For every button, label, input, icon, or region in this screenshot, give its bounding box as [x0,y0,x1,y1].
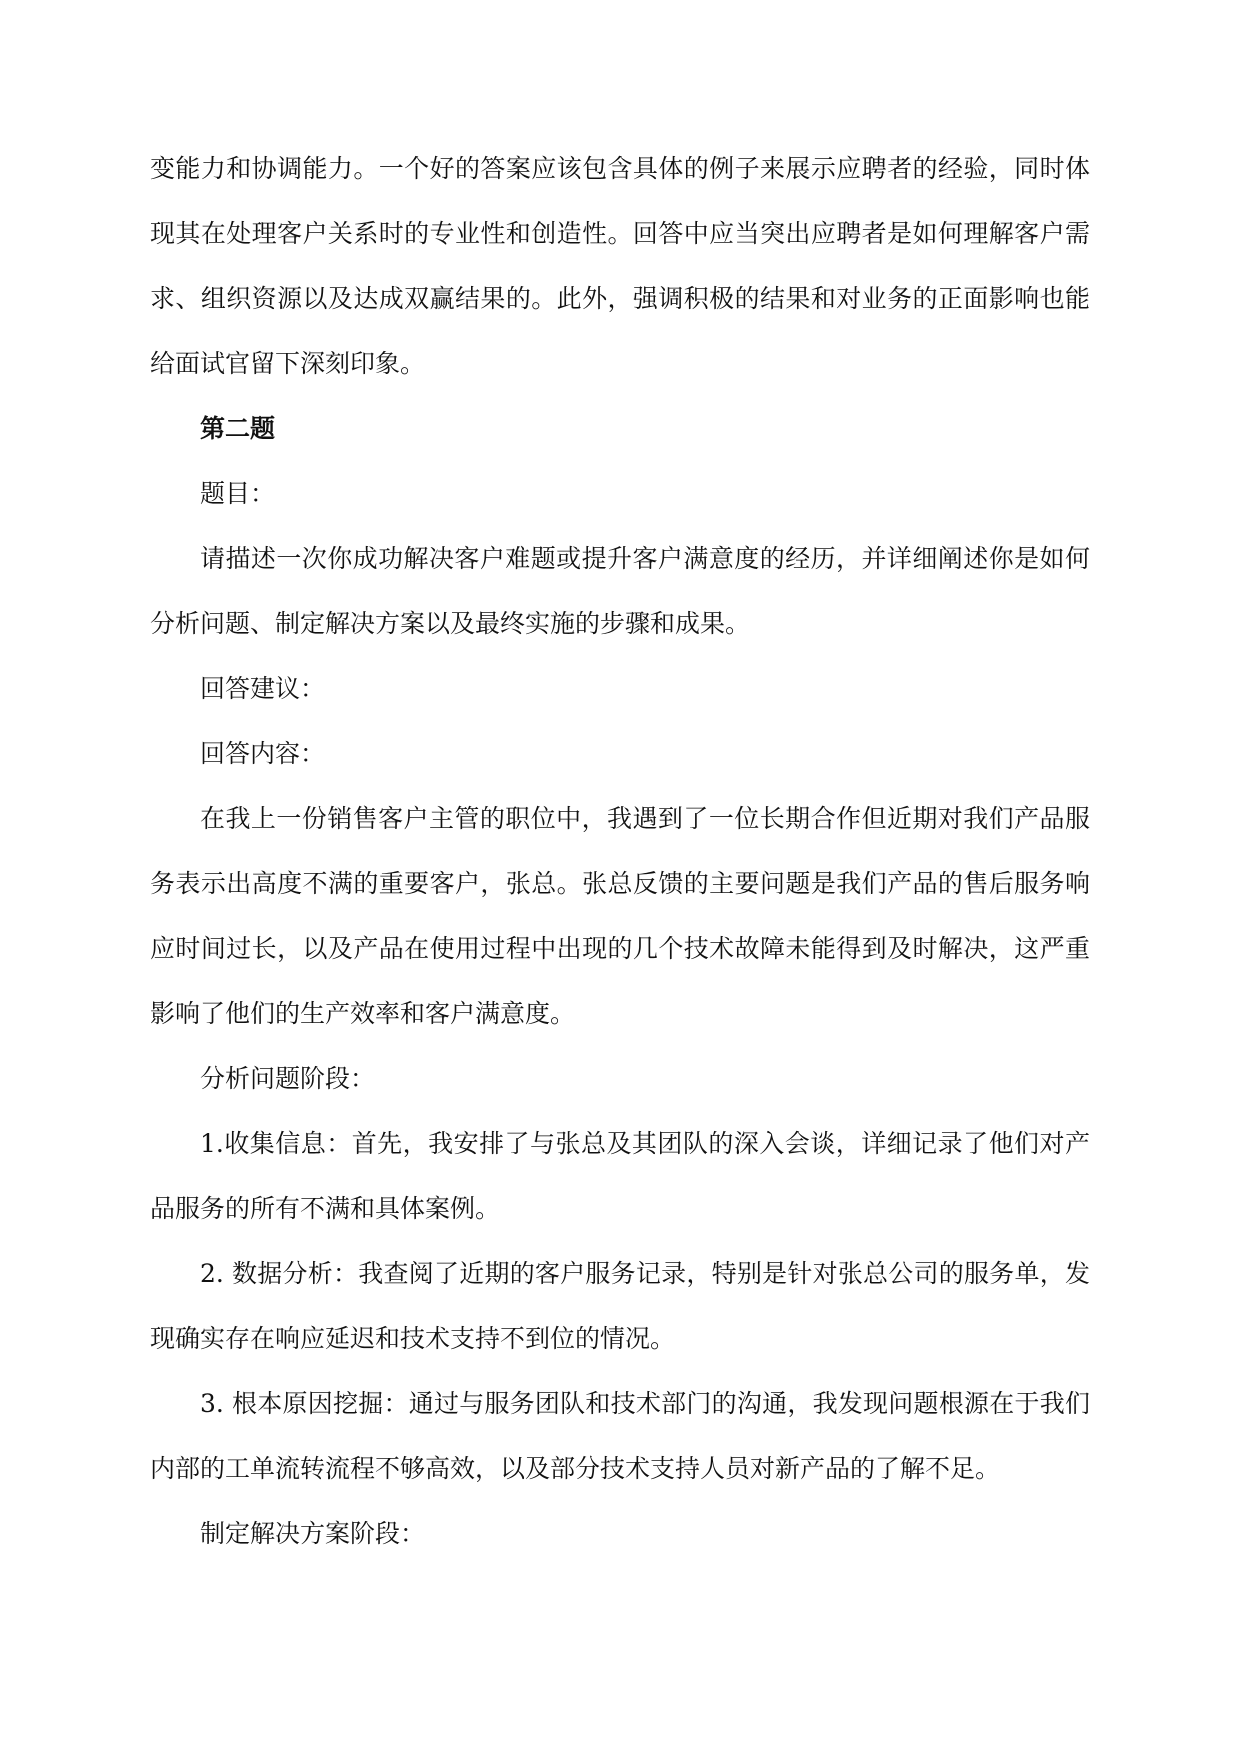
analysis-label: 分析问题阶段： [200,1064,376,1093]
step-3: 3. 根本原因挖掘：通过与服务团队和技术部门的沟通，我发现问题根源在于我们内部的工单流转流程不够高效，以及部分技术支持人员对新产品的了解不足。 [150,1389,1090,1483]
question-text: 请描述一次你成功解决客户难题或提升客户满意度的经历，并详细阐述你是如何分析问题、制定解决方案以及最终实施的步骤和成果。 [150,544,1090,638]
story-paragraph: 在我上一份销售客户主管的职位中，我遇到了一位长期合作但近期对我们产品服务表示出高度不满的重要客户，张总。张总反馈的主要问题是我们产品的售后服务响应时间过长，以及产品在使用过程中出现的几个技术故障未能得到及时解决，这严重影响了他们的生产效率和客户满意度。 [150,804,1090,1028]
step-1: 1.收集信息：首先，我安排了与张总及其团队的深入会谈，详细记录了他们对产品服务的所有不满和具体案例。 [150,1129,1090,1223]
step-2: 2. 数据分析：我查阅了近期的客户服务记录，特别是针对张总公司的服务单，发现确实存在响应延迟和技术支持不到位的情况。 [150,1259,1090,1353]
solution-label: 制定解决方案阶段： [200,1519,426,1548]
section-heading: 第二题 [200,414,276,443]
content-label: 回答内容： [200,739,326,768]
document-page [150,136,1090,1566]
paragraph-continuation: 变能力和协调能力。一个好的答案应该包含具体的例子来展示应聘者的经验，同时体现其在处理客户关系时的专业性和创造性。回答中应当突出应聘者是如何理解客户需求、组织资源以及达成双赢结果的。此外，强调积极的结果和对业务的正面影响也能给面试官留下深刻印象。 [150,154,1090,378]
advice-label: 回答建议： [200,674,326,703]
question-label: 题目： [200,479,276,508]
